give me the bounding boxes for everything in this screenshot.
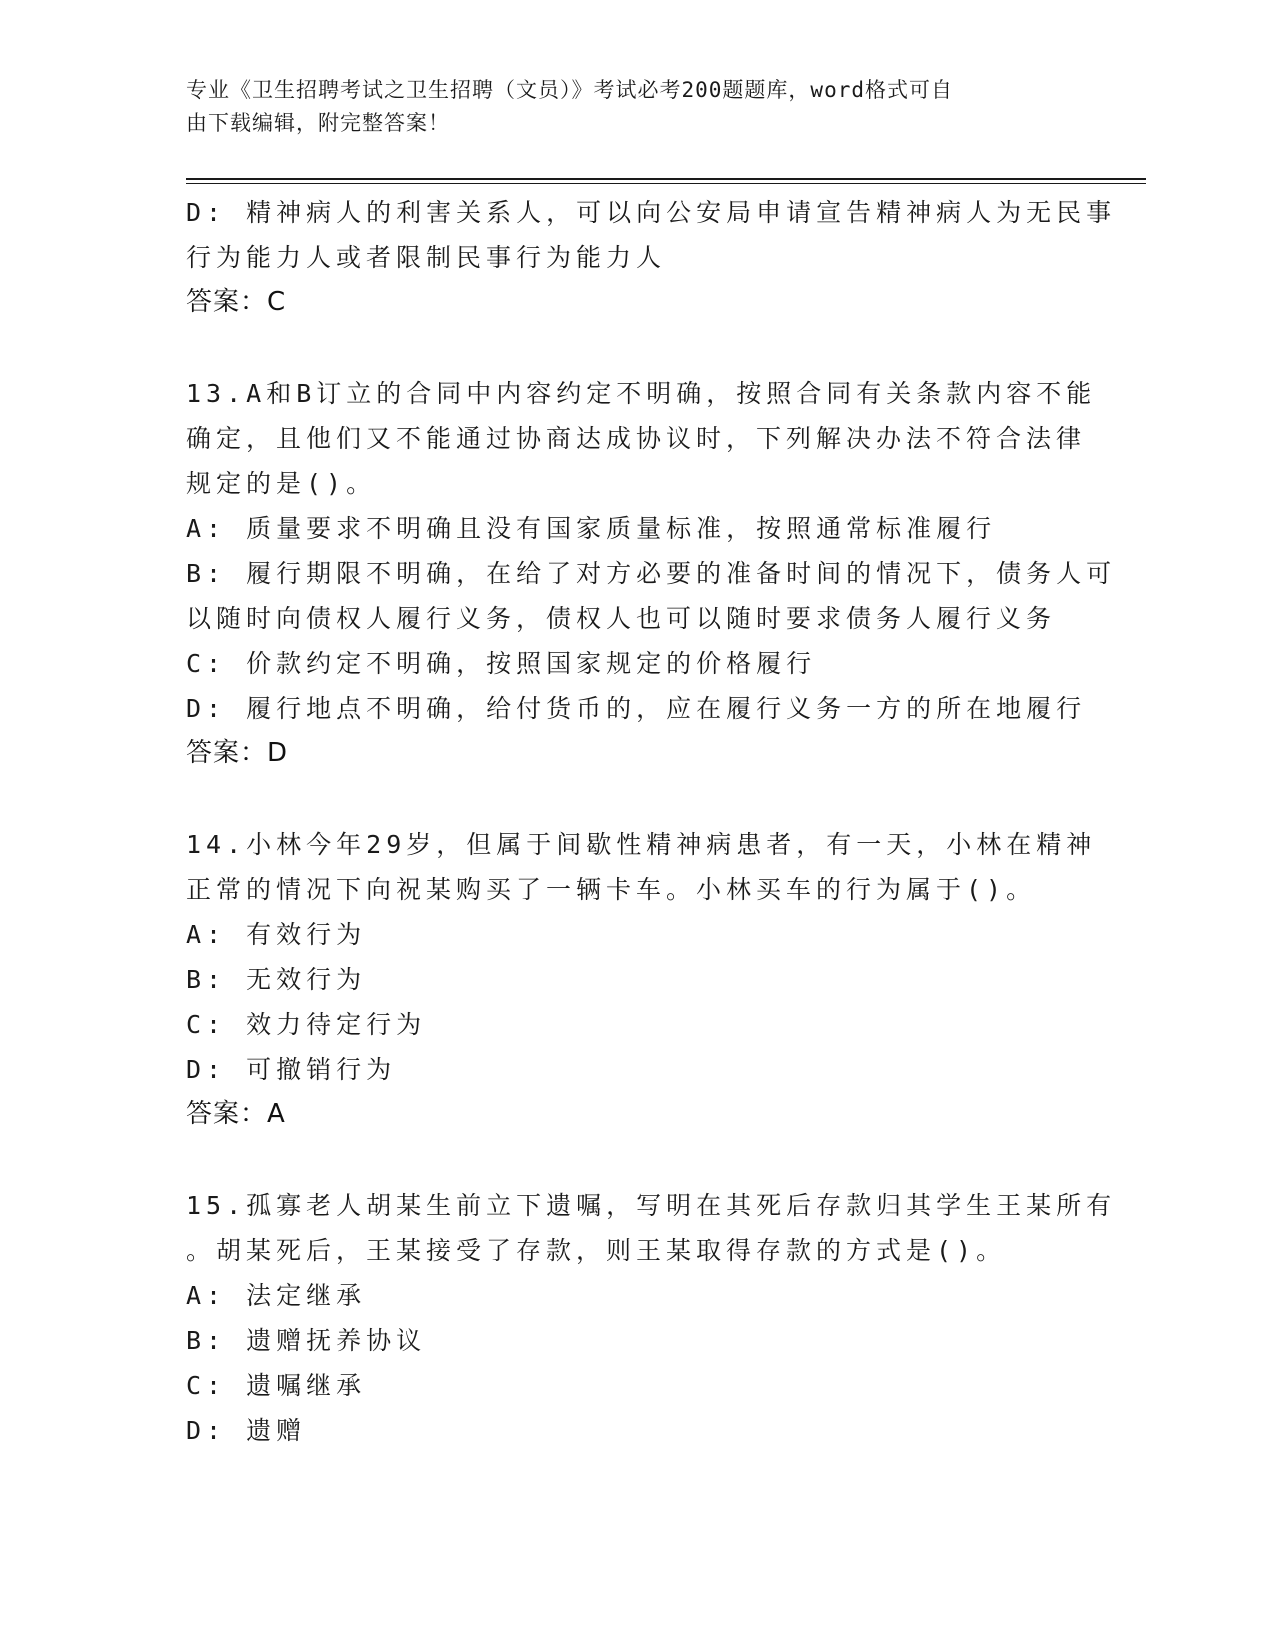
spacer bbox=[186, 776, 1066, 822]
header-line-2: 由下载编辑，附完整答案！ bbox=[186, 111, 450, 135]
header-rule-thick bbox=[186, 178, 1146, 180]
question-stem: 14.小林今年29岁，但属于间歇性精神病患者，有一天，小林在精神 bbox=[186, 830, 1097, 859]
spacer bbox=[186, 1137, 1066, 1183]
question-stem: 15.孤寡老人胡某生前立下遗嘱，写明在其死后存款归其学生王某所有 bbox=[186, 1191, 1117, 1220]
option-d-continued: 行为能力人或者限制民事行为能力人 bbox=[186, 243, 667, 272]
option-d: D: 履行地点不明确，给付货币的，应在履行义务一方的所在地履行 bbox=[186, 694, 1087, 723]
document-header bbox=[186, 74, 1066, 140]
question-13 bbox=[186, 371, 1117, 776]
question-content bbox=[186, 190, 1117, 1453]
question-14 bbox=[186, 822, 1097, 1137]
option-a: A: 有效行为 bbox=[186, 920, 367, 949]
option-b: B: 遗赠抚养协议 bbox=[186, 1326, 427, 1355]
option-d: D: 遗赠 bbox=[186, 1416, 307, 1445]
spacer bbox=[186, 325, 1066, 371]
question-stem-continued: 规定的是()。 bbox=[186, 469, 377, 498]
option-c: C: 效力待定行为 bbox=[186, 1010, 427, 1039]
option-d: D: 可撤销行为 bbox=[186, 1055, 397, 1084]
option-d: D: 精神病人的利害关系人，可以向公安局申请宣告精神病人为无民事 bbox=[186, 198, 1117, 227]
option-a: A: 质量要求不明确且没有国家质量标准，按照通常标准履行 bbox=[186, 514, 997, 543]
header-line-1: 专业《卫生招聘考试之卫生招聘（文员）》考试必考200题题库，word格式可自 bbox=[186, 78, 953, 102]
option-c: C: 价款约定不明确，按照国家规定的价格履行 bbox=[186, 649, 817, 678]
option-c: C: 遗嘱继承 bbox=[186, 1371, 367, 1400]
header-rule-thin bbox=[186, 183, 1146, 184]
answer-label: 答案：A bbox=[186, 1099, 286, 1129]
question-stem-continued: 。胡某死后，王某接受了存款，则王某取得存款的方式是()。 bbox=[186, 1236, 1007, 1265]
answer-label: 答案：D bbox=[186, 738, 289, 768]
option-a: A: 法定继承 bbox=[186, 1281, 367, 1310]
option-b: B: 无效行为 bbox=[186, 965, 367, 994]
answer-label: 答案：C bbox=[186, 287, 287, 317]
question-15 bbox=[186, 1183, 1117, 1453]
question-stem-continued: 正常的情况下向祝某购买了一辆卡车。小林买车的行为属于()。 bbox=[186, 875, 1037, 904]
option-b-continued: 以随时向债权人履行义务，债权人也可以随时要求债务人履行义务 bbox=[186, 604, 1057, 633]
question-stem: 13.A和B订立的合同中内容约定不明确，按照合同有关条款内容不能 bbox=[186, 379, 1097, 408]
option-b: B: 履行期限不明确，在给了对方必要的准备时间的情况下，债务人可 bbox=[186, 559, 1117, 588]
question-stem-continued: 确定，且他们又不能通过协商达成协议时，下列解决办法不符合法律 bbox=[186, 424, 1087, 453]
question-12-tail bbox=[186, 190, 1117, 325]
